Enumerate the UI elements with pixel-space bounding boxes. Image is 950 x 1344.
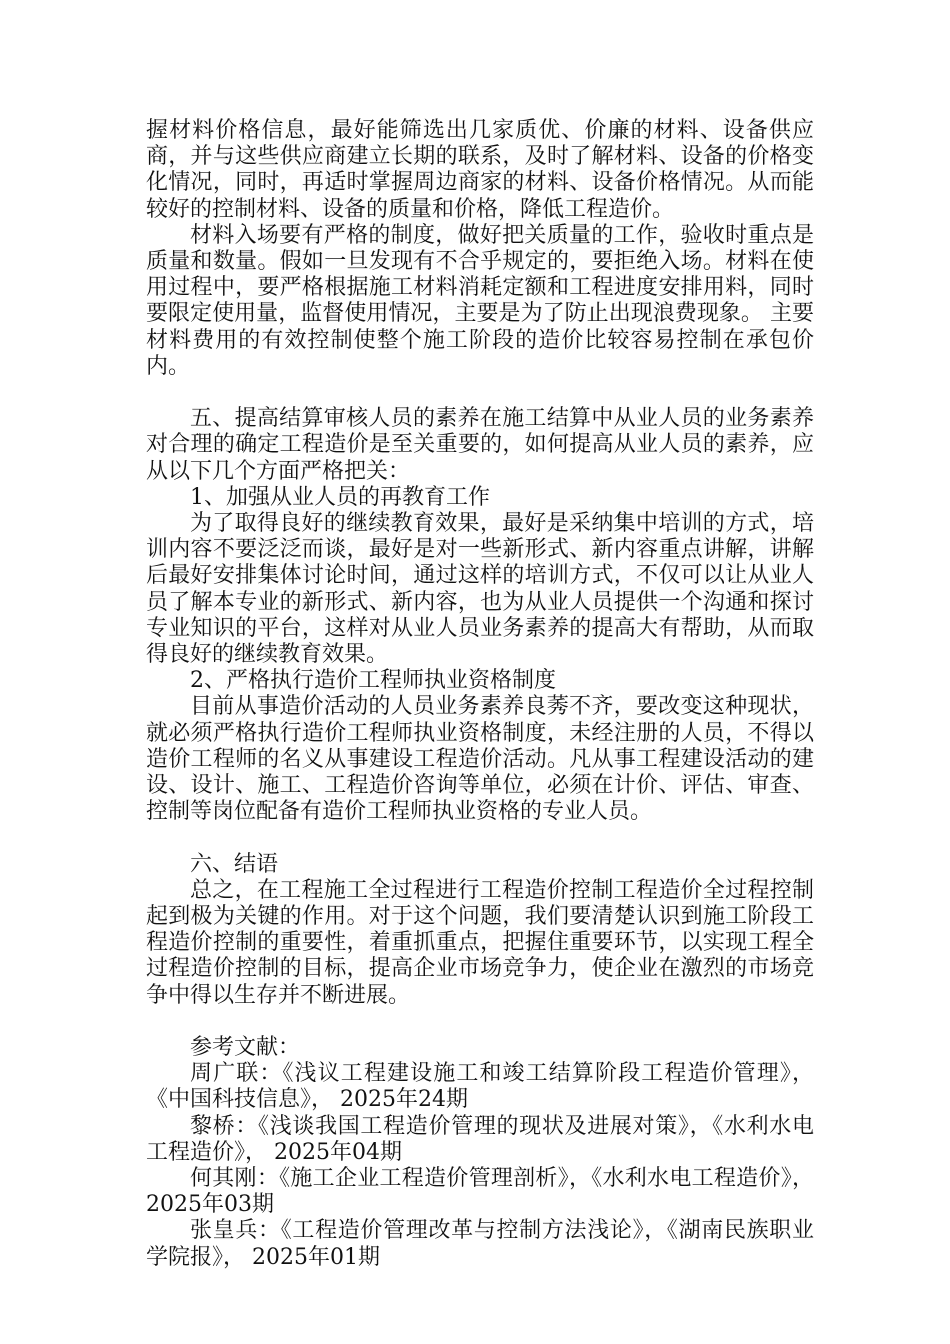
spacer [146, 1009, 814, 1035]
references-title: 参考文献： [190, 1035, 301, 1061]
section-five-sub2-body: 目前从事造价活动的人员业务素养良莠不齐，要改变这种现状，就必须严格执行造价工程师执业资格制度，未经注册的人员，不得以造价工程师的名义从事建设工程造价活动。凡从事工程建设活动的建设、设计、施工、工程造价咨询等单位，必须在计价、评估、审查、控制等岗位配备有造价工程师执业资格的专业人员。 [146, 694, 814, 825]
section-five-sub2-title: 2、严格执行造价工程师执业资格制度 [190, 668, 556, 694]
reference-item: 张皇兵：《工程造价管理改革与控制方法浅论》，《湖南民族职业学院报》， 2025年01期 [146, 1218, 814, 1270]
materials-paragraph-2: 材料入场要有严格的制度，做好把关质量的工作，验收时重点是质量和数量。假如一旦发现有不合乎规定的，要拒绝入场。材料在使用过程中，要严格根据施工材料消耗定额和工程进度安排用料，同时要限定使用量，监督使用情况，主要是为了防止出现浪费现象。 主要材料费用的有效控制使整个施工阶段的造价比较容易控制在承包价内。 [146, 222, 814, 379]
materials-paragraph-1: 握材料价格信息，最好能筛选出几家质优、价廉的材料、设备供应商，并与这些供应商建立长期的联系，及时了解材料、设备的价格变化情况，同时，再适时掌握周边商家的材料、设备价格情况。从而能较好的控制材料、设备的质量和价格，降低工程造价。 [146, 118, 814, 222]
spacer [146, 380, 814, 406]
section-six-title: 六、结语 [190, 851, 279, 877]
reference-item: 黎桥：《浅谈我国工程造价管理的现状及进展对策》，《水利水电工程造价》， 2025年04期 [146, 1113, 814, 1165]
reference-item: 何其刚：《施工企业工程造价管理剖析》，《水利水电工程造价》， 2025年03期 [146, 1166, 814, 1218]
section-five-sub1-body: 为了取得良好的继续教育效果，最好是采纳集中培训的方式，培训内容不要泛泛而谈，最好是对一些新形式、新内容重点讲解，讲解后最好安排集体讨论时间，通过这样的培训方式，不仅可以让从业人员了解本专业的新形式、新内容，也为从业人员提供一个沟通和探讨专业知识的平台，这样对从业人员业务素养的提高大有帮助，从而取得良好的继续教育效果。 [146, 511, 814, 668]
spacer [146, 825, 814, 851]
section-five-intro: 五、提高结算审核人员的素养在施工结算中从业人员的业务素养对合理的确定工程造价是至关重要的，如何提高从业人员的素养，应从以下几个方面严格把关： [146, 406, 814, 484]
section-six-body: 总之，在工程施工全过程进行工程造价控制工程造价全过程控制起到极为关键的作用。对于这个问题，我们要清楚认识到施工阶段工程造价控制的重要性，着重抓重点，把握住重要环节，以实现工程全过程造价控制的目标，提高企业市场竞争力，使企业在激烈的市场竞争中得以生存并不断进展。 [146, 877, 814, 1008]
reference-item: 周广联：《浅议工程建设施工和竣工结算阶段工程造价管理》，《中国科技信息》， 2025年24期 [146, 1061, 814, 1113]
section-five-sub1-title: 1、加强从业人员的再教育工作 [190, 484, 490, 510]
document-page [146, 118, 814, 1271]
